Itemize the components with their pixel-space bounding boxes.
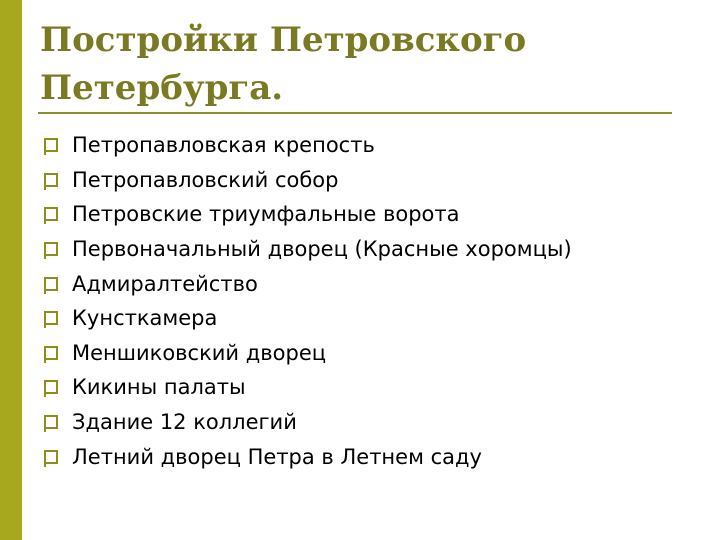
list-item <box>40 266 572 301</box>
bullet-square-icon <box>44 242 58 256</box>
list-item <box>40 439 572 474</box>
bullet-square-icon <box>44 277 58 291</box>
list-item-text: Петропавловская крепость <box>72 133 375 158</box>
slide-title-line-2: Петербурга. <box>40 68 284 108</box>
bullet-square-icon <box>44 415 58 429</box>
list-item-text: Здание 12 коллегий <box>72 410 297 435</box>
slide-title <box>40 16 680 112</box>
list-item-text: Кунсткамера <box>72 306 218 331</box>
bullet-square-icon <box>44 346 58 360</box>
list-item <box>40 405 572 440</box>
list-item-text: Меншиковский дворец <box>72 340 327 365</box>
bullet-square-icon <box>44 311 58 325</box>
bullet-square-icon <box>44 380 58 394</box>
list-item <box>40 336 572 371</box>
title-divider <box>38 112 672 114</box>
list-item <box>40 232 572 267</box>
list-item <box>40 370 572 405</box>
list-item-text: Летний дворец Петра в Летнем саду <box>72 444 482 469</box>
buildings-list <box>40 128 572 474</box>
list-item-text: Петровские триумфальные ворота <box>72 202 460 227</box>
bullet-square-icon <box>44 207 58 221</box>
list-item-text: Кикины палаты <box>72 375 246 400</box>
list-item <box>40 197 572 232</box>
list-item <box>40 128 572 163</box>
list-item-text: Петропавловский собор <box>72 167 339 192</box>
bullet-square-icon <box>44 450 58 464</box>
accent-side-bar <box>0 0 22 540</box>
list-item <box>40 301 572 336</box>
slide-title-line-1: Постройки Петровского <box>40 20 527 60</box>
list-item-text: Первоначальный дворец (Красные хоромцы) <box>72 237 572 262</box>
bullet-square-icon <box>44 138 58 152</box>
list-item-text: Адмиралтейство <box>72 271 258 296</box>
bullet-square-icon <box>44 173 58 187</box>
list-item <box>40 163 572 198</box>
